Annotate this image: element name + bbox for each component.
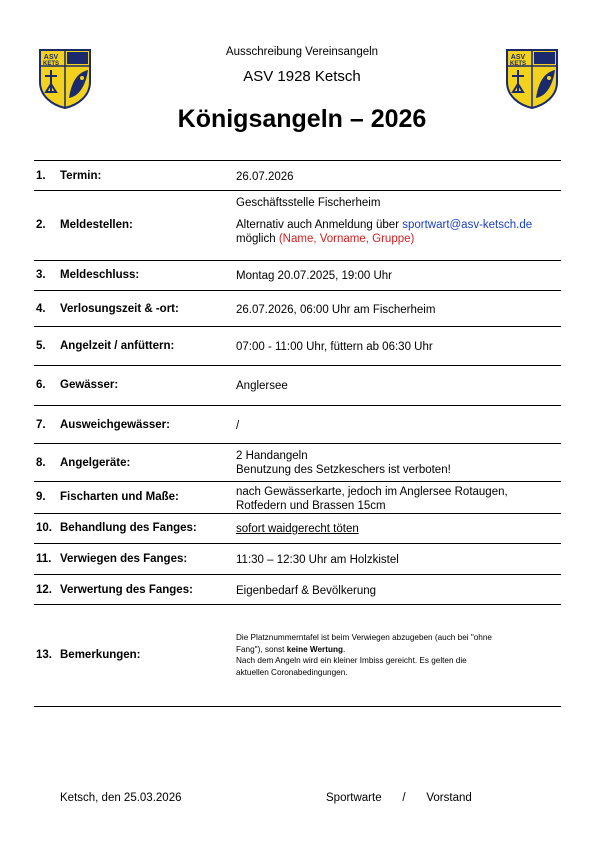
row-value [236, 196, 561, 246]
row-value: 26.07.2026 [236, 171, 294, 183]
value-line: Geschäftsstelle Fischerheim [236, 197, 381, 209]
value-line [236, 218, 561, 232]
row-number: 4. [36, 303, 46, 315]
table-row [34, 443, 561, 481]
required-fields-note: (Name, Vorname, Gruppe) [278, 233, 415, 245]
row-value: 26.07.2026, 06:00 Uhr am Fischerheim [236, 304, 436, 316]
value-text: . [342, 644, 346, 654]
value-line: Nach dem Angeln wird ein kleiner Imbiss gereicht. Es gelten die [236, 656, 467, 665]
table-row [34, 481, 561, 513]
row-value [236, 632, 561, 678]
table-row [34, 365, 561, 405]
row-value: 07:00 - 11:00 Uhr, füttern ab 06:30 Uhr [236, 341, 433, 353]
value-line: Benutzung des Setzkeschers ist verboten! [236, 464, 451, 476]
details-table [34, 160, 561, 707]
table-row [34, 604, 561, 707]
table-row [34, 543, 561, 574]
row-number: 9. [36, 491, 46, 503]
table-row [34, 574, 561, 604]
row-number: 11. [36, 553, 52, 565]
table-row [34, 260, 561, 290]
value-line [236, 644, 561, 656]
row-label: Verlosungszeit & -ort: [60, 303, 179, 315]
svg-text:KETS: KETS [42, 61, 60, 67]
row-value [236, 485, 561, 513]
value-text: Fang"), sonst [236, 644, 287, 654]
value-text: möglich [236, 233, 279, 245]
table-row [34, 190, 561, 260]
row-label: Fischarten und Maße: [60, 491, 179, 503]
row-value: sofort waidgerecht töten [236, 523, 359, 535]
row-number: 1. [36, 170, 46, 182]
table-row [34, 405, 561, 443]
value-line: Die Platznummerntafel ist beim Verwiegen abzugeben (auch bei "ohne [236, 633, 492, 642]
row-label: Angelgeräte: [60, 457, 131, 469]
row-number: 6. [36, 379, 46, 391]
table-row [34, 160, 561, 190]
row-number: 7. [36, 419, 46, 431]
row-label: Verwertung des Fanges: [60, 584, 193, 596]
email-link[interactable]: sportwart@asv-ketsch.de [402, 219, 533, 231]
row-number: 2. [36, 219, 46, 231]
value-text: Alternativ auch Anmeldung über [236, 219, 403, 231]
row-value: Montag 20.07.2025, 19:00 Uhr [236, 270, 393, 282]
row-number: 3. [36, 269, 46, 281]
row-label: Bemerkungen: [60, 649, 141, 661]
row-label: Meldeschluss: [60, 269, 140, 281]
value-line: 2 Handangeln [236, 450, 308, 462]
value-line: aktuellen Coronabedingungen. [236, 667, 348, 677]
row-value: 11:30 – 12:30 Uhr am Holzkistel [236, 554, 399, 566]
svg-text:ASV: ASV [43, 54, 59, 61]
row-number: 13. [36, 649, 52, 661]
table-row [34, 513, 561, 543]
club-name: ASV 1928 Ketsch [243, 68, 361, 85]
row-value: / [236, 420, 240, 432]
table-row [34, 290, 561, 326]
row-label: Meldestellen: [60, 219, 133, 231]
row-label: Angelzeit / anfüttern: [60, 340, 175, 352]
value-line: Rotfedern und Brassen 15cm [236, 500, 386, 512]
row-label: Ausweichgewässer: [60, 419, 170, 431]
table-row [34, 326, 561, 365]
row-value: Eigenbedarf & Bevölkerung [236, 585, 377, 597]
row-number: 10. [36, 522, 52, 534]
row-value: Anglersee [236, 380, 288, 392]
row-label: Verwiegen des Fanges: [60, 553, 188, 565]
row-number: 5. [36, 340, 46, 352]
row-label: Gewässer: [60, 379, 119, 391]
row-number: 8. [36, 457, 46, 469]
row-number: 12. [36, 584, 52, 596]
value-line: nach Gewässerkarte, jedoch im Anglersee Rotaugen, [236, 486, 508, 498]
page-title: Königsangeln – 2026 [177, 105, 427, 133]
document-subtitle: Ausschreibung Vereinsangeln [225, 46, 379, 58]
value-text-bold: keine Wertung [286, 644, 343, 654]
value-line [236, 232, 561, 246]
row-value [236, 449, 561, 477]
place-and-date: Ketsch, den 25.03.2026 [60, 792, 182, 804]
svg-text:KETS: KETS [509, 61, 527, 67]
row-label: Behandlung des Fanges: [60, 522, 197, 534]
svg-text:ASV: ASV [510, 54, 526, 61]
signature-line: Sportwarte / Vorstand [326, 792, 472, 804]
row-label: Termin: [60, 170, 102, 182]
